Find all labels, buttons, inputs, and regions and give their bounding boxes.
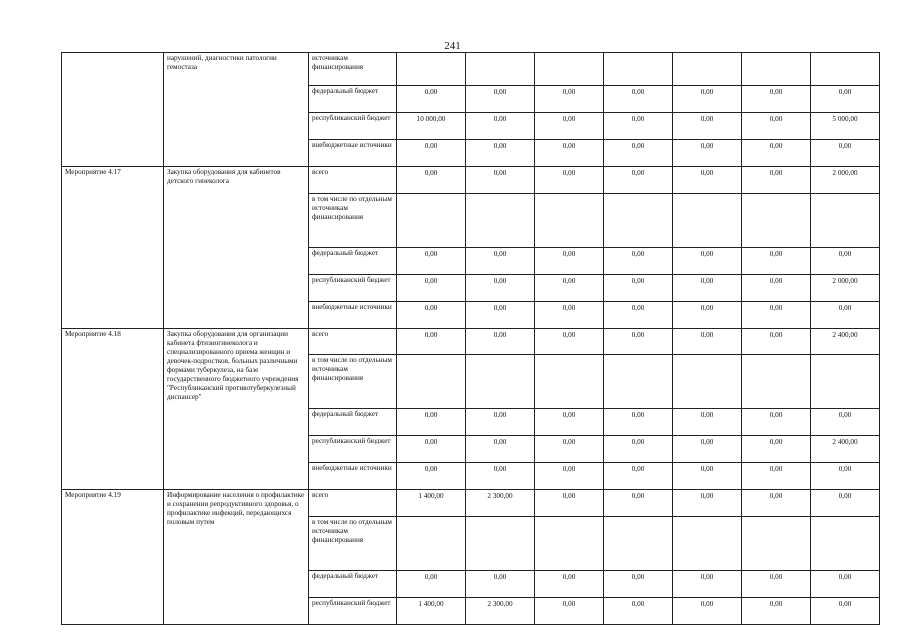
- amount-cell: 0,00: [742, 490, 811, 517]
- amount-cell: [811, 53, 880, 86]
- amount-cell: 0,00: [535, 571, 604, 598]
- amount-cell: 0,00: [466, 409, 535, 436]
- amount-cell: 0,00: [811, 140, 880, 167]
- amount-cell: 0,00: [397, 302, 466, 329]
- table-row: [62, 329, 880, 355]
- amount-cell: 0,00: [811, 302, 880, 329]
- amount-cell: 0,00: [604, 490, 673, 517]
- amount-cell: 0,00: [604, 140, 673, 167]
- event-cell: Мероприятие 4.17: [62, 167, 164, 329]
- amount-cell: [397, 53, 466, 86]
- funding-source-cell: внебюджетные источники: [309, 140, 397, 167]
- amount-cell: 0,00: [466, 86, 535, 113]
- amount-cell: 0,00: [673, 113, 742, 140]
- amount-cell: 0,00: [742, 248, 811, 275]
- amount-cell: 0,00: [742, 113, 811, 140]
- amount-cell: [535, 355, 604, 409]
- funding-source-cell: источникам финансирования: [309, 53, 397, 86]
- amount-cell: 0,00: [742, 463, 811, 490]
- amount-cell: [397, 517, 466, 571]
- description-cell: Информирование населения о профилактике и сохранении репродуктивного здоровья, о профилактике инфекций, передающихся половым путем: [164, 490, 309, 625]
- amount-cell: [466, 194, 535, 248]
- amount-cell: 0,00: [604, 571, 673, 598]
- amount-cell: 0,00: [604, 409, 673, 436]
- amount-cell: 0,00: [466, 167, 535, 194]
- amount-cell: 10 000,00: [397, 113, 466, 140]
- amount-cell: 0,00: [466, 436, 535, 463]
- amount-cell: 0,00: [811, 409, 880, 436]
- amount-cell: [604, 517, 673, 571]
- funding-source-cell: федеральный бюджет: [309, 571, 397, 598]
- amount-cell: 1 400,00: [397, 598, 466, 625]
- amount-cell: [811, 194, 880, 248]
- amount-cell: 0,00: [673, 140, 742, 167]
- amount-cell: 0,00: [535, 329, 604, 355]
- amount-cell: 0,00: [604, 86, 673, 113]
- funding-source-cell: внебюджетные источники: [309, 463, 397, 490]
- amount-cell: 0,00: [742, 329, 811, 355]
- amount-cell: [673, 517, 742, 571]
- amount-cell: 0,00: [535, 275, 604, 302]
- amount-cell: 0,00: [673, 329, 742, 355]
- amount-cell: 0,00: [397, 167, 466, 194]
- amount-cell: 0,00: [535, 167, 604, 194]
- amount-cell: 0,00: [673, 409, 742, 436]
- funding-source-cell: внебюджетные источники: [309, 302, 397, 329]
- amount-cell: 0,00: [742, 140, 811, 167]
- amount-cell: 0,00: [811, 598, 880, 625]
- event-cell: Мероприятие 4.18: [62, 329, 164, 490]
- description-cell: нарушений, диагностики патологии гемостаза: [164, 53, 309, 167]
- description-cell: Закупка оборудования для кабинетов детского гинеколога: [164, 167, 309, 329]
- amount-cell: 2 000,00: [811, 275, 880, 302]
- description-cell: Закупка оборудования для организации кабинета фтизиогинеколога и специализированного приема женщин и девочек-подростков, больных различными формами туберкулеза, на базе государственного бюджетного учреждения "Республиканский противотуберкулезный диспансер": [164, 329, 309, 490]
- amount-cell: 0,00: [604, 275, 673, 302]
- amount-cell: 0,00: [673, 86, 742, 113]
- amount-cell: [742, 194, 811, 248]
- amount-cell: 0,00: [811, 571, 880, 598]
- amount-cell: 0,00: [673, 463, 742, 490]
- amount-cell: 0,00: [397, 248, 466, 275]
- amount-cell: 0,00: [673, 248, 742, 275]
- amount-cell: 0,00: [742, 302, 811, 329]
- funding-source-cell: в том числе по отдельным источникам финансирования: [309, 194, 397, 248]
- amount-cell: [742, 355, 811, 409]
- amount-cell: [604, 194, 673, 248]
- amount-cell: 0,00: [673, 436, 742, 463]
- amount-cell: [673, 194, 742, 248]
- amount-cell: [466, 355, 535, 409]
- amount-cell: 0,00: [466, 140, 535, 167]
- event-cell: Мероприятие 4.19: [62, 490, 164, 625]
- funding-source-cell: республиканский бюджет: [309, 113, 397, 140]
- page-number: 241: [444, 40, 461, 52]
- amount-cell: 0,00: [673, 302, 742, 329]
- amount-cell: 0,00: [397, 275, 466, 302]
- amount-cell: 2 400,00: [811, 329, 880, 355]
- funding-source-cell: республиканский бюджет: [309, 598, 397, 625]
- amount-cell: 2 400,00: [811, 436, 880, 463]
- amount-cell: 0,00: [466, 113, 535, 140]
- amount-cell: 0,00: [466, 248, 535, 275]
- amount-cell: 0,00: [535, 113, 604, 140]
- amount-cell: [604, 355, 673, 409]
- amount-cell: 0,00: [673, 490, 742, 517]
- amount-cell: 0,00: [742, 167, 811, 194]
- amount-cell: 0,00: [535, 302, 604, 329]
- amount-cell: [535, 517, 604, 571]
- amount-cell: 0,00: [535, 463, 604, 490]
- amount-cell: [742, 53, 811, 86]
- amount-cell: 0,00: [535, 409, 604, 436]
- budget-table: [61, 52, 880, 625]
- funding-source-cell: всего: [309, 329, 397, 355]
- amount-cell: 0,00: [397, 436, 466, 463]
- amount-cell: 0,00: [811, 86, 880, 113]
- amount-cell: 0,00: [742, 598, 811, 625]
- amount-cell: 0,00: [397, 329, 466, 355]
- amount-cell: 0,00: [742, 86, 811, 113]
- amount-cell: 0,00: [397, 463, 466, 490]
- amount-cell: 0,00: [466, 275, 535, 302]
- amount-cell: [397, 194, 466, 248]
- amount-cell: 0,00: [397, 571, 466, 598]
- funding-source-cell: всего: [309, 490, 397, 517]
- amount-cell: [397, 355, 466, 409]
- funding-source-cell: федеральный бюджет: [309, 248, 397, 275]
- amount-cell: 0,00: [535, 86, 604, 113]
- amount-cell: [466, 517, 535, 571]
- amount-cell: 0,00: [604, 463, 673, 490]
- amount-cell: 0,00: [397, 86, 466, 113]
- amount-cell: 0,00: [742, 436, 811, 463]
- funding-source-cell: в том числе по отдельным источникам финансирования: [309, 355, 397, 409]
- amount-cell: 0,00: [673, 598, 742, 625]
- amount-cell: [742, 517, 811, 571]
- amount-cell: 0,00: [604, 598, 673, 625]
- amount-cell: 0,00: [604, 329, 673, 355]
- amount-cell: 0,00: [535, 140, 604, 167]
- amount-cell: [535, 194, 604, 248]
- amount-cell: [811, 355, 880, 409]
- funding-source-cell: федеральный бюджет: [309, 86, 397, 113]
- amount-cell: 0,00: [466, 571, 535, 598]
- amount-cell: 2 000,00: [811, 167, 880, 194]
- amount-cell: 0,00: [466, 463, 535, 490]
- amount-cell: 0,00: [742, 571, 811, 598]
- amount-cell: [673, 355, 742, 409]
- amount-cell: 0,00: [604, 167, 673, 194]
- amount-cell: 0,00: [673, 275, 742, 302]
- amount-cell: [604, 53, 673, 86]
- amount-cell: 0,00: [397, 409, 466, 436]
- funding-source-cell: в том числе по отдельным источникам финансирования: [309, 517, 397, 571]
- funding-source-cell: всего: [309, 167, 397, 194]
- funding-source-cell: республиканский бюджет: [309, 436, 397, 463]
- amount-cell: 0,00: [742, 409, 811, 436]
- amount-cell: 0,00: [466, 302, 535, 329]
- amount-cell: 0,00: [742, 275, 811, 302]
- amount-cell: 0,00: [604, 248, 673, 275]
- amount-cell: 0,00: [673, 167, 742, 194]
- amount-cell: 0,00: [604, 436, 673, 463]
- amount-cell: 0,00: [535, 436, 604, 463]
- amount-cell: 0,00: [673, 571, 742, 598]
- table-body: [62, 53, 880, 625]
- amount-cell: 0,00: [397, 140, 466, 167]
- amount-cell: [673, 53, 742, 86]
- amount-cell: 0,00: [604, 113, 673, 140]
- amount-cell: 0,00: [604, 302, 673, 329]
- table-row: [62, 53, 880, 86]
- amount-cell: 1 400,00: [397, 490, 466, 517]
- amount-cell: 0,00: [811, 490, 880, 517]
- amount-cell: [535, 53, 604, 86]
- amount-cell: 2 300,00: [466, 598, 535, 625]
- amount-cell: 0,00: [811, 248, 880, 275]
- amount-cell: 0,00: [466, 329, 535, 355]
- amount-cell: 2 300,00: [466, 490, 535, 517]
- table-row: [62, 167, 880, 194]
- table-row: [62, 490, 880, 517]
- amount-cell: [466, 53, 535, 86]
- amount-cell: 5 000,00: [811, 113, 880, 140]
- amount-cell: 0,00: [535, 598, 604, 625]
- event-cell: [62, 53, 164, 167]
- amount-cell: 0,00: [535, 248, 604, 275]
- funding-source-cell: федеральный бюджет: [309, 409, 397, 436]
- amount-cell: [811, 517, 880, 571]
- amount-cell: 0,00: [811, 463, 880, 490]
- funding-source-cell: республиканский бюджет: [309, 275, 397, 302]
- amount-cell: 0,00: [535, 490, 604, 517]
